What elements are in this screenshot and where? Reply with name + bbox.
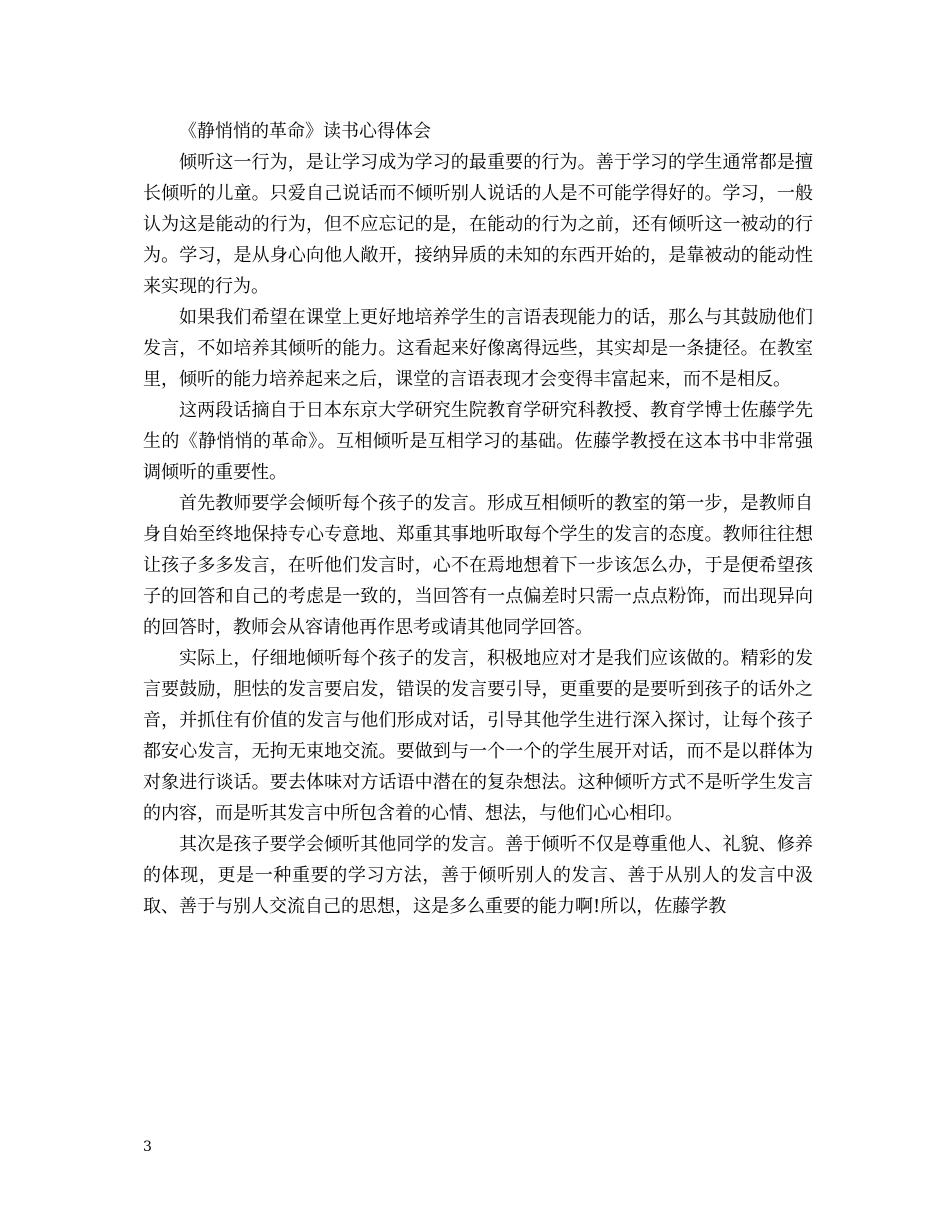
paragraph-3: 这两段话摘自于日本东京大学研究生院教育学研究科教授、教育学博士佐藤学先生的《静悄悄的革命》。互相倾听是互相学习的基础。佐藤学教授在这本书中非常强调倾听的重要性。 [143, 400, 813, 483]
paragraph-5: 实际上，仔细地倾听每个孩子的发言，积极地应对才是我们应该做的。精彩的发言要鼓励，胆怯的发言要启发，错误的发言要引导，更重要的是要听到孩子的话外之音，并抓住有价值的发言与他们形成对话，引导其他学生进行深入探讨，让每个孩子都安心发言，无拘无束地交流。要做到与一个一个的学生展开对话，而不是以群体为对象进行谈话。要去体味对方话语中潜在的复杂想法。这种倾听方式不是听学生发言的内容，而是听其发言中所包含着的心情、想法，与他们心心相印。 [143, 648, 813, 824]
paragraph-2: 如果我们希望在课堂上更好地培养学生的言语表现能力的话，那么与其鼓励他们发言，不如培养其倾听的能力。这看起来好像离得远些，其实却是一条捷径。在教室里，倾听的能力培养起来之后，课堂的言语表现才会变得丰富起来，而不是相反。 [143, 307, 813, 390]
paragraph-4: 首先教师要学会倾听每个孩子的发言。形成互相倾听的教室的第一步，是教师自身自始至终地保持专心专意地、郑重其事地听取每个学生的发言的态度。教师往往想让孩子多多发言，在听他们发言时，心不在焉地想着下一步该怎么办，于是便希望孩子的回答和自己的考虑是一致的，当回答有一点偏差时只需一点点粉饰，而出现异向的回答时，教师会从容请他再作思考或请其他同学回答。 [143, 493, 813, 638]
paragraph-1: 倾听这一行为，是让学习成为学习的最重要的行为。善于学习的学生通常都是擅长倾听的儿童。只爱自己说话而不倾听别人说话的人是不可能学得好的。学习，一般认为这是能动的行为，但不应忘记的是，在能动的行为之前，还有倾听这一被动的行为。学习，是从身心向他人敞开，接纳异质的未知的东西开始的，是靠被动的能动性来实现的行为。 [143, 152, 813, 297]
document-title: 《静悄悄的革命》读书心得体会 [179, 121, 431, 142]
page-number: 3 [143, 1139, 152, 1155]
document-body [143, 116, 813, 922]
paragraph-6: 其次是孩子要学会倾听其他同学的发言。善于倾听不仅是尊重他人、礼貌、修养的体现，更是一种重要的学习方法，善于倾听别人的发言、善于从别人的发言中汲取、善于与别人交流自己的思想，这是多么重要的能力啊!所以，佐藤学教 [143, 834, 813, 917]
